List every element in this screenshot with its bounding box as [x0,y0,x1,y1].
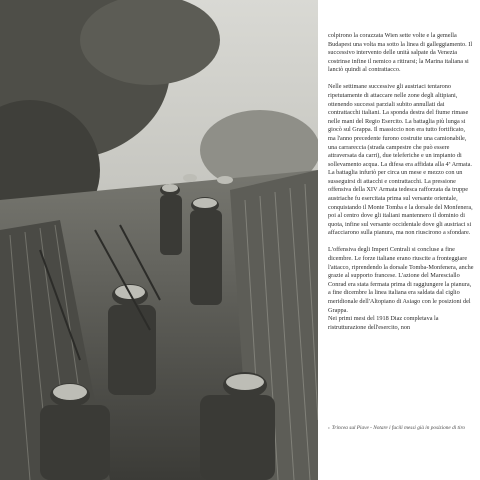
article-paragraph: Nelle settimane successive gli austriaci tentarono ripetutamente di attaccare nelle zone degli altipiani, ottenendo successi parziali subito annullati dai contrattacchi italiani. La sponda destra del fiume rimase nelle mani del Regio Esercito. La battaglia più lunga si giocò sul Grappa. Il massiccio non era tutto fortificato, ma l'anno precedente furono costruite una camionabile, una carrareccia (strada campestre che può essere attraversata da carri), due teleferiche e un impianto di sollevamento acqua. La difesa era affidata alla 4ª Armata. La battaglia infuriò per circa un mese e mezzo con un susseguirsi di attacchi e contrattacchi. La pressione offensiva della XIV Armata tedesca rafforzata da truppe austriache fu esercitata prima sul versante orientale, conquistando il Monte Tomba e la dorsale del Monfenera, poi al centro dove gli italiani mantennero il dominio di quota, infine sul versante occidentale dove gli austriaci si affacciarono sulla pianura, ma non riuscirono a sfondare. [328,83,473,237]
article-paragraph: Nei primi mesi del 1918 Diaz completava la ristrutturazione dell'esercito, non [328,315,439,331]
article-paragraph: colpirono la corazzata Wien sette volte e la gemella Budapest una volta ma sotto la linea di galleggiamento. Il successivo intervento delle unità salpate da Venezia costrinse infine il nemico a ritirarsi; la Marina italiana si lanciò quindi al contrattacco. [328,32,473,74]
article-paragraph: L'offensiva degli Imperi Centrali si concluse a fine dicembre. Le forze italiane erano riuscite a fronteggiare l'attacco, riprendendo la dorsale Tomba-Monfenera, anche grazie al supporto francese. L'azione del Maresciallo Conrad era stata fermata prima di raggiungere la pianura, a fine dicembre la linea italiana era saldata dal ciglio meridionale dell'Altopiano di Asiago con le posizioni del Grappa. [328,246,474,314]
photo-caption [328,425,474,432]
article-text-column [328,32,474,341]
caption-marker: › [328,425,330,431]
caption-text: Trincea sul Piave - Notare i fucili messi già in posizione di tiro [331,425,465,431]
